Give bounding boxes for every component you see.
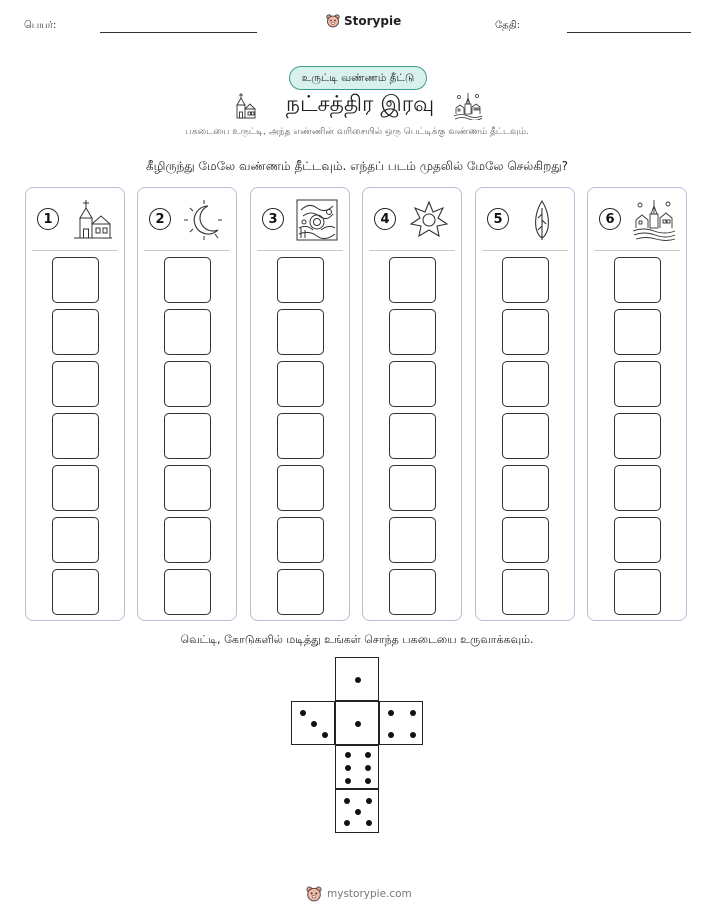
color-box[interactable] <box>277 569 324 615</box>
column-divider <box>144 250 230 251</box>
die-pip <box>410 732 416 738</box>
column-divider <box>257 250 343 251</box>
date-line[interactable] <box>567 32 691 33</box>
color-box[interactable] <box>614 361 661 407</box>
color-box[interactable] <box>277 517 324 563</box>
die-face-1 <box>335 657 379 701</box>
column-divider <box>369 250 455 251</box>
color-box[interactable] <box>614 517 661 563</box>
column-header <box>588 188 686 250</box>
color-box[interactable] <box>164 309 211 355</box>
color-box[interactable] <box>164 257 211 303</box>
column-1 <box>25 187 125 621</box>
die-face-3 <box>291 701 335 745</box>
die-face-1 <box>335 701 379 745</box>
starry-swirl-icon <box>295 198 339 242</box>
die-pip <box>300 710 306 716</box>
color-box[interactable] <box>389 361 436 407</box>
color-box[interactable] <box>389 257 436 303</box>
die-pip <box>388 710 394 716</box>
cypress-tree-icon <box>520 198 564 242</box>
die-pip <box>366 820 372 826</box>
activity-badge: உருட்டி வண்ணம் தீட்டு <box>289 66 427 90</box>
die-pip <box>322 732 328 738</box>
color-box[interactable] <box>164 465 211 511</box>
die-pip <box>365 778 371 784</box>
color-box[interactable] <box>614 413 661 459</box>
color-box[interactable] <box>164 569 211 615</box>
color-box[interactable] <box>52 361 99 407</box>
color-box[interactable] <box>614 257 661 303</box>
color-box[interactable] <box>52 257 99 303</box>
color-box[interactable] <box>164 361 211 407</box>
color-box[interactable] <box>277 309 324 355</box>
color-box[interactable] <box>389 517 436 563</box>
brand-name: Storypie <box>344 14 402 28</box>
color-box[interactable] <box>502 413 549 459</box>
color-box[interactable] <box>164 413 211 459</box>
page-title: நட்சத்திர இரவு <box>285 92 435 117</box>
color-box[interactable] <box>389 309 436 355</box>
die-pip <box>345 752 351 758</box>
column-2 <box>137 187 237 621</box>
date-label: தேதி: <box>495 20 521 31</box>
column-3 <box>250 187 350 621</box>
column-number: 3 <box>262 208 284 230</box>
die-pip <box>410 710 416 716</box>
church-icon <box>233 92 257 120</box>
name-line[interactable] <box>100 32 257 33</box>
column-number: 1 <box>37 208 59 230</box>
column-4 <box>362 187 462 621</box>
color-box[interactable] <box>164 517 211 563</box>
column-5 <box>475 187 575 621</box>
column-number: 5 <box>487 208 509 230</box>
color-box[interactable] <box>502 361 549 407</box>
die-pip <box>355 677 361 683</box>
die-pip <box>355 809 361 815</box>
column-header <box>251 188 349 250</box>
color-box[interactable] <box>614 465 661 511</box>
star-icon <box>407 198 451 242</box>
moon-icon <box>182 198 226 242</box>
die-pip <box>365 765 371 771</box>
color-box[interactable] <box>52 465 99 511</box>
color-box[interactable] <box>389 413 436 459</box>
die-pip <box>344 820 350 826</box>
die-pip <box>388 732 394 738</box>
coloring-instruction: கீழிருந்து மேலே வண்ணம் தீட்டவும். எந்தப் படம் முதலில் மேலே செல்கிறது? <box>145 159 569 173</box>
village-icon <box>632 198 676 242</box>
column-header <box>26 188 124 250</box>
die-face-6 <box>335 745 379 789</box>
die-pip <box>345 778 351 784</box>
footer <box>306 886 412 902</box>
village-icon <box>453 92 483 120</box>
color-box[interactable] <box>52 309 99 355</box>
footer-url[interactable]: mystorypie.com <box>327 888 412 900</box>
die-face-4 <box>379 701 423 745</box>
color-box[interactable] <box>502 309 549 355</box>
bear-icon <box>306 886 322 902</box>
die-face-5 <box>335 789 379 833</box>
name-label: பெயர்: <box>24 20 57 31</box>
church-icon <box>70 198 114 242</box>
column-divider <box>482 250 568 251</box>
color-box[interactable] <box>389 465 436 511</box>
color-box[interactable] <box>502 569 549 615</box>
color-box[interactable] <box>502 465 549 511</box>
column-divider <box>594 250 680 251</box>
color-box[interactable] <box>389 569 436 615</box>
die-pip <box>365 752 371 758</box>
cut-instruction: வெட்டி, கோடுகளில் மடித்து உங்கள் சொந்த பகடையை உருவாக்கவும். <box>180 633 534 646</box>
color-box[interactable] <box>614 309 661 355</box>
bear-icon <box>326 14 340 28</box>
die-pip <box>366 798 372 804</box>
color-box[interactable] <box>277 413 324 459</box>
die-pip <box>345 765 351 771</box>
column-divider <box>32 250 118 251</box>
page-subtitle: பகடையை உருட்டி, அந்த எண்ணின் வரிசையில் ஒரு பெட்டிக்கு வண்ணம் தீட்டவும். <box>185 127 529 137</box>
color-box[interactable] <box>277 465 324 511</box>
column-number: 4 <box>374 208 396 230</box>
color-box[interactable] <box>52 517 99 563</box>
storypie-logo <box>326 14 401 28</box>
color-box[interactable] <box>277 257 324 303</box>
column-number: 2 <box>149 208 171 230</box>
die-pip <box>311 721 317 727</box>
color-box[interactable] <box>277 361 324 407</box>
column-header <box>138 188 236 250</box>
column-number: 6 <box>599 208 621 230</box>
column-6 <box>587 187 687 621</box>
color-box[interactable] <box>502 517 549 563</box>
color-box[interactable] <box>52 413 99 459</box>
die-pip <box>344 798 350 804</box>
column-header <box>476 188 574 250</box>
color-box[interactable] <box>502 257 549 303</box>
column-header <box>363 188 461 250</box>
color-box[interactable] <box>52 569 99 615</box>
color-box[interactable] <box>614 569 661 615</box>
die-pip <box>355 721 361 727</box>
